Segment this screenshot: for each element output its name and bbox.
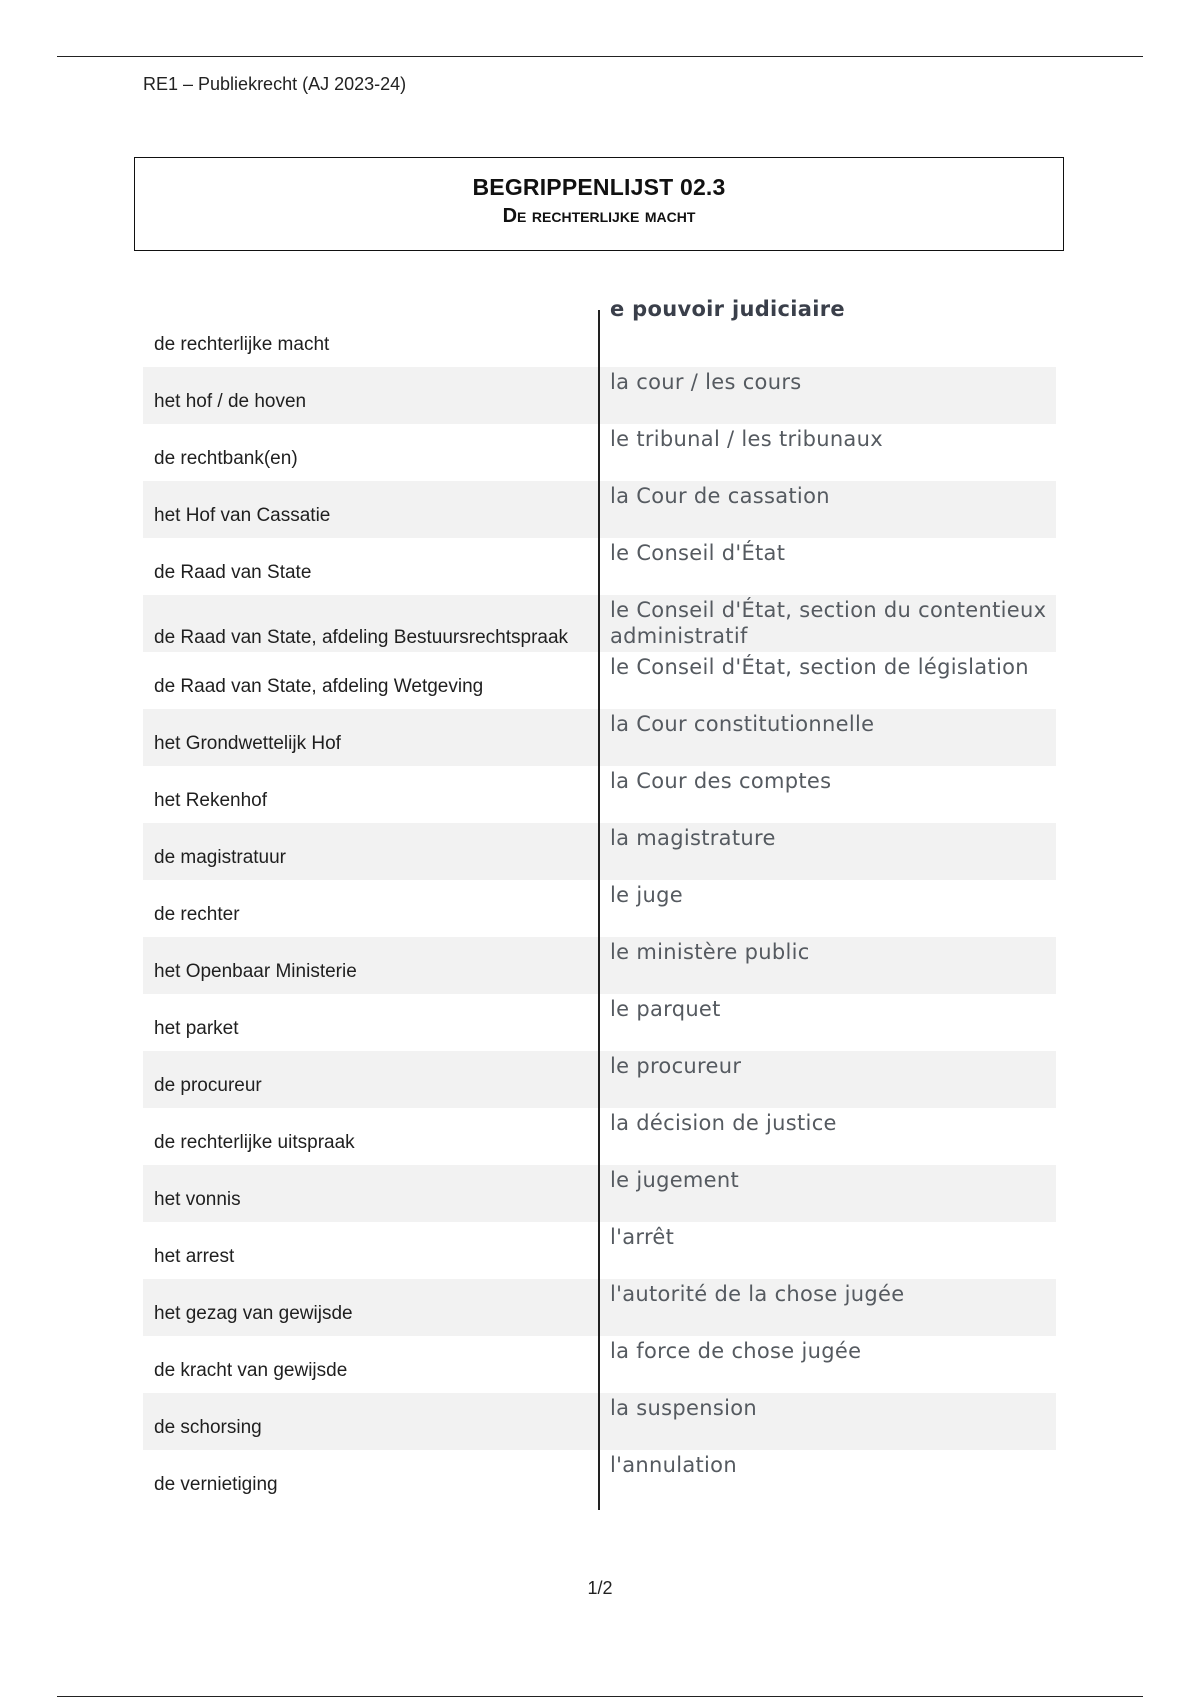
dutch-term: het gezag van gewijsde bbox=[154, 1303, 353, 1324]
dutch-term: het parket bbox=[154, 1018, 239, 1039]
dutch-term: de rechterlijke uitspraak bbox=[154, 1132, 355, 1153]
french-term: le jugement bbox=[610, 1168, 740, 1192]
dutch-term: het hof / de hoven bbox=[154, 391, 307, 412]
french-term: le Conseil d'État, section du contentieux administratif bbox=[610, 598, 1047, 648]
french-term: la magistrature bbox=[610, 826, 776, 850]
dutch-term: de magistratuur bbox=[154, 847, 287, 868]
column-divider bbox=[598, 310, 600, 1510]
french-term: le juge bbox=[610, 883, 683, 907]
dutch-term: de Raad van State, afdeling Wetgeving bbox=[154, 676, 484, 697]
french-term: la décision de justice bbox=[610, 1111, 837, 1135]
top-rule bbox=[57, 56, 1143, 57]
running-header: RE1 – Publiekrecht (AJ 2023-24) bbox=[143, 74, 407, 94]
dutch-term: de schorsing bbox=[154, 1417, 262, 1438]
french-term: le parquet bbox=[610, 997, 721, 1021]
dutch-term: het vonnis bbox=[154, 1189, 241, 1210]
french-term: la Cour de cassation bbox=[610, 484, 830, 508]
french-term: l'annulation bbox=[610, 1453, 737, 1477]
page-number: 1/2 bbox=[587, 1578, 613, 1598]
french-term: le ministère public bbox=[610, 940, 810, 964]
french-term: la Cour constitutionnelle bbox=[610, 712, 875, 736]
french-term: e pouvoir judiciaire bbox=[610, 297, 845, 321]
title-box bbox=[134, 157, 1064, 251]
dutch-term: het Rekenhof bbox=[154, 790, 268, 811]
french-term: le procureur bbox=[610, 1054, 742, 1078]
french-term: la force de chose jugée bbox=[610, 1339, 862, 1363]
dutch-term: de procureur bbox=[154, 1075, 262, 1096]
dutch-term: de kracht van gewijsde bbox=[154, 1360, 348, 1381]
french-term: l'autorité de la chose jugée bbox=[610, 1282, 905, 1306]
dutch-term: de vernietiging bbox=[154, 1474, 278, 1495]
bottom-rule bbox=[57, 1696, 1143, 1697]
document-subtitle: De rechterlijke macht bbox=[502, 205, 696, 227]
dutch-term: het arrest bbox=[154, 1246, 235, 1267]
french-term: le Conseil d'État, section de législation bbox=[610, 655, 1029, 679]
dutch-term: de rechter bbox=[154, 904, 240, 925]
dutch-term: de rechtbank(en) bbox=[154, 448, 298, 469]
french-term: le Conseil d'État bbox=[610, 541, 786, 565]
document-title: BEGRIPPENLIJST 02.3 bbox=[472, 174, 726, 200]
french-term: la Cour des comptes bbox=[610, 769, 832, 793]
french-term: l'arrêt bbox=[610, 1225, 675, 1249]
dutch-term: de rechterlijke macht bbox=[154, 334, 330, 355]
dutch-term: het Hof van Cassatie bbox=[154, 505, 331, 526]
dutch-term: het Grondwettelijk Hof bbox=[154, 733, 341, 754]
dutch-term: het Openbaar Ministerie bbox=[154, 961, 357, 982]
french-term: la cour / les cours bbox=[610, 370, 802, 394]
french-term: la suspension bbox=[610, 1396, 757, 1420]
french-term: le tribunal / les tribunaux bbox=[610, 427, 883, 451]
dutch-term: de Raad van State, afdeling Bestuursrechtspraak bbox=[154, 627, 569, 648]
dutch-term: de Raad van State bbox=[154, 562, 312, 583]
